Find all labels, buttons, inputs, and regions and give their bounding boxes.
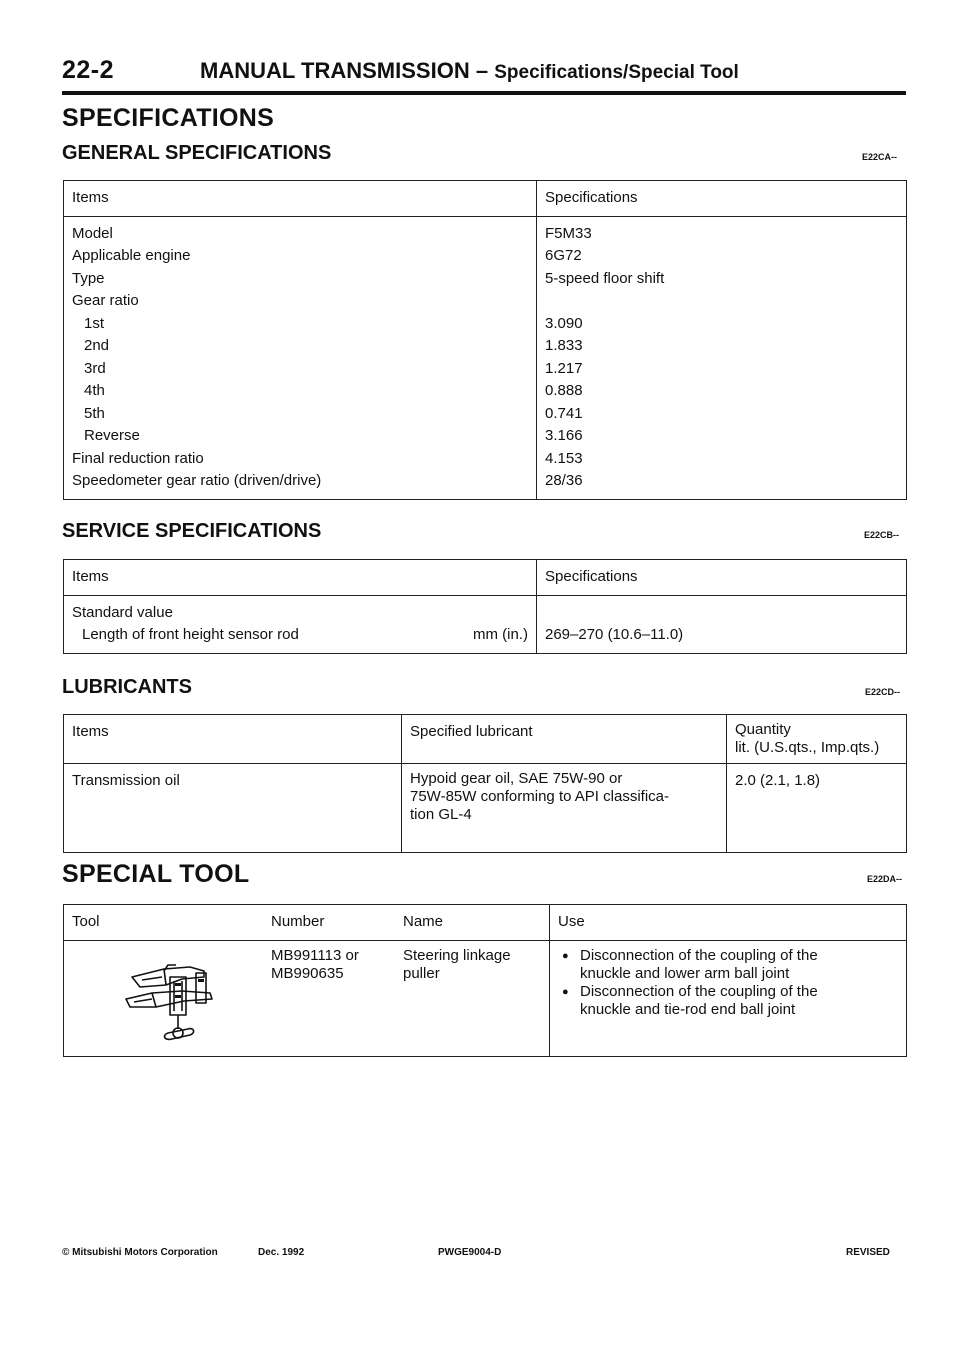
- item-label: Length of front height sensor rod: [82, 626, 299, 643]
- items-cell: [64, 216, 537, 499]
- footer-date: Dec. 1992: [258, 1247, 305, 1258]
- header-rule: [62, 91, 906, 95]
- header-specifications: Specifications: [537, 181, 907, 217]
- footer-copyright: © Mitsubishi Motors Corporation: [62, 1247, 218, 1258]
- service-specifications-heading: SERVICE SPECIFICATIONS: [62, 520, 322, 542]
- sensor-rod-row: [72, 624, 528, 647]
- table-header-row: [64, 181, 907, 217]
- standard-value-label: Standard value: [72, 603, 173, 621]
- header-number: Number: [263, 905, 395, 941]
- tool-image-cell: [64, 940, 264, 1057]
- tool-number: MB990635: [271, 964, 344, 982]
- page-title: [200, 58, 739, 84]
- quantity-label: Quantity: [735, 721, 791, 738]
- general-specifications-heading: GENERAL SPECIFICATIONS: [62, 142, 332, 164]
- use-list: [558, 947, 898, 1019]
- spec-value: 1.833: [545, 337, 583, 354]
- spec-value: 269–270 (10.6–11.0): [545, 626, 684, 643]
- header-tool: Tool: [64, 905, 264, 941]
- spec-value: 6G72: [545, 247, 582, 264]
- tool-name: Steering linkage: [403, 946, 511, 964]
- item-label: Final reduction ratio: [72, 449, 204, 467]
- specifications-cell: [537, 595, 907, 653]
- name-cell: [395, 940, 550, 1057]
- table-body-row: [64, 216, 907, 499]
- list-item: [558, 983, 898, 1019]
- use-line: knuckle and tie-rod end ball joint: [580, 1000, 796, 1018]
- lubricants-table: [63, 714, 907, 853]
- spec-value: 28/36: [545, 472, 583, 489]
- table-body-row: [64, 940, 907, 1057]
- special-tool-heading: SPECIAL TOOL: [62, 860, 250, 888]
- table-body-row: [64, 764, 907, 853]
- lubricant-line: tion GL-4: [410, 806, 472, 823]
- item-label: 5th: [84, 404, 105, 422]
- table-header-row: [64, 715, 907, 764]
- spec-value: [545, 290, 898, 313]
- spec-value: 4.153: [545, 449, 583, 467]
- item-label: 1st: [84, 314, 105, 332]
- footer-status: REVISED: [846, 1247, 890, 1258]
- section-title: MANUAL TRANSMISSION: [200, 58, 470, 83]
- item-label: Reverse: [84, 427, 140, 444]
- general-specifications-table: [63, 180, 907, 500]
- use-cell: [550, 940, 907, 1057]
- service-specifications-code: E22CB--: [864, 530, 900, 540]
- spec-value: 3.090: [545, 314, 583, 332]
- special-tool-table: [63, 904, 907, 1057]
- table-header-row: [64, 560, 907, 596]
- header-items: Items: [64, 181, 537, 217]
- header-lubricant: Specified lubricant: [402, 715, 727, 764]
- quantity-unit-label: lit. (U.S.qts., Imp.qts.): [735, 739, 880, 756]
- tool-name: puller: [403, 964, 440, 982]
- item-label: Model: [72, 224, 113, 242]
- spec-value: 5-speed floor shift: [545, 269, 665, 287]
- header-items: Items: [64, 560, 537, 596]
- item-label: Speedometer gear ratio (driven/drive): [72, 472, 322, 489]
- specifications-cell: [537, 216, 907, 499]
- table-body-row: [64, 595, 907, 653]
- footer-doc-code: PWGE9004-D: [438, 1247, 502, 1258]
- item-label: 4th: [84, 382, 105, 399]
- items-cell: [64, 595, 537, 653]
- special-tool-code: E22DA--: [867, 874, 903, 884]
- item-cell: Transmission oil: [64, 764, 402, 853]
- steering-linkage-puller-icon: [112, 947, 232, 1043]
- item-label: Gear ratio: [72, 292, 139, 309]
- header-quantity: [727, 715, 907, 764]
- number-cell: [263, 940, 395, 1057]
- title-dash: –: [475, 58, 489, 83]
- use-line: knuckle and lower arm ball joint: [580, 964, 790, 982]
- quantity-cell: 2.0 (2.1, 1.8): [727, 764, 907, 853]
- service-specifications-table: [63, 559, 907, 654]
- unit-label: mm (in.): [473, 626, 528, 643]
- spec-value: 0.888: [545, 382, 583, 399]
- item-label: 2nd: [84, 337, 110, 354]
- specifications-heading: SPECIFICATIONS: [62, 104, 275, 132]
- header-items: Items: [64, 715, 402, 764]
- table-header-row: [64, 905, 907, 941]
- lubricant-line: 75W-85W conforming to API classifica-: [410, 788, 669, 805]
- use-line: ● Disconnection of the coupling of the: [580, 946, 818, 964]
- item-label: 3rd: [84, 359, 106, 377]
- list-item: [558, 947, 898, 983]
- page-number: 22-2: [62, 56, 115, 84]
- header-name: Name: [395, 905, 550, 941]
- use-line: ● Disconnection of the coupling of the: [580, 982, 818, 1000]
- general-specifications-code: E22CA--: [862, 152, 898, 162]
- header-specifications: Specifications: [537, 560, 907, 596]
- spec-value: 3.166: [545, 427, 583, 444]
- item-label: Type: [72, 269, 105, 287]
- section-subtitle: Specifications/Special Tool: [494, 62, 739, 83]
- item-label: Applicable engine: [72, 247, 191, 264]
- lubricants-heading: LUBRICANTS: [62, 676, 192, 698]
- lubricant-line: Hypoid gear oil, SAE 75W-90 or: [410, 770, 623, 787]
- spec-value: 0.741: [545, 404, 583, 422]
- lubricants-code: E22CD--: [865, 687, 901, 697]
- tool-number: MB991113 or: [271, 946, 359, 964]
- lubricant-cell: [402, 764, 727, 853]
- spec-value: F5M33: [545, 224, 592, 242]
- spec-value: 1.217: [545, 359, 583, 377]
- header-use: Use: [550, 905, 907, 941]
